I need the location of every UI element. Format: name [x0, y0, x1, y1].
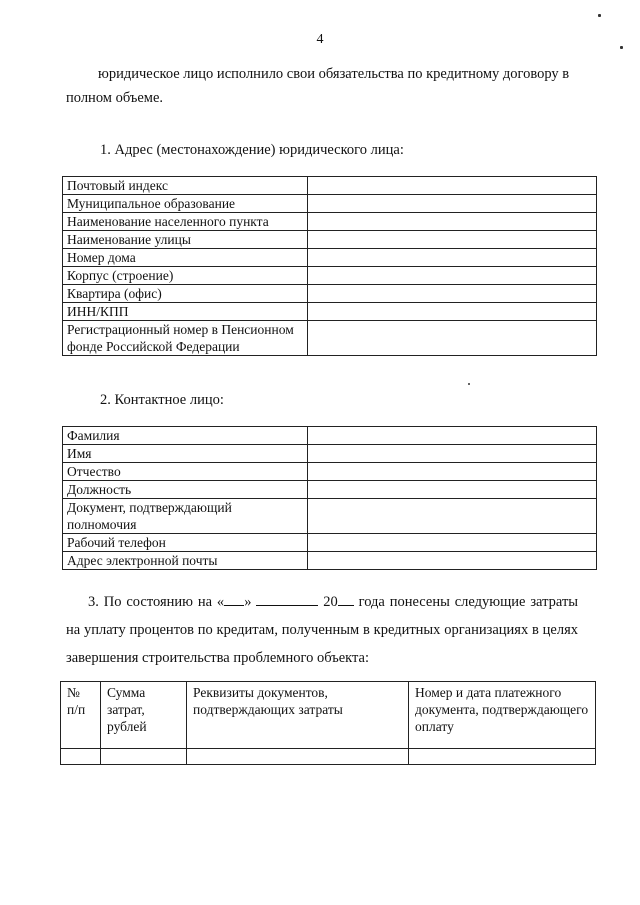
day-blank[interactable] [224, 591, 244, 606]
table-row [63, 463, 597, 481]
field-value[interactable] [308, 481, 597, 499]
field-label: Фамилия [63, 427, 308, 445]
column-header: Реквизиты документов, подтверждающих затраты [187, 682, 409, 749]
field-value[interactable] [308, 445, 597, 463]
field-label: Почтовый индекс [63, 177, 308, 195]
field-value[interactable] [308, 534, 597, 552]
table-row [63, 285, 597, 303]
year-blank[interactable] [338, 591, 354, 606]
table-row [63, 427, 597, 445]
address-table [62, 176, 597, 356]
section3-year-prefix: 20 [323, 594, 338, 610]
table-row [63, 303, 597, 321]
field-label: Отчество [63, 463, 308, 481]
field-label: Корпус (строение) [63, 267, 308, 285]
field-label: Наименование населенного пункта [63, 213, 308, 231]
table-row [63, 534, 597, 552]
field-value[interactable] [308, 231, 597, 249]
table-row [63, 249, 597, 267]
section3-text-start: 3. По состоянию на « [88, 594, 225, 610]
table-cell[interactable] [101, 749, 187, 765]
field-label: Документ, подтверждающий полномочия [63, 499, 308, 534]
field-label: Муниципальное образование [63, 195, 308, 213]
table-row [63, 213, 597, 231]
costs-table [60, 681, 596, 765]
column-header: № п/п [61, 682, 101, 749]
table-row [63, 499, 597, 534]
page-number: 4 [316, 32, 324, 47]
intro-line-1: юридическое лицо исполнило свои обязательства по кредитному договору в [98, 66, 570, 82]
table-row [61, 749, 596, 765]
field-label: Имя [63, 445, 308, 463]
field-value[interactable] [308, 249, 597, 267]
table-row [63, 445, 597, 463]
intro-line-2: полном объеме. [66, 90, 164, 106]
field-value[interactable] [308, 499, 597, 534]
field-label: Должность [63, 481, 308, 499]
table-row [63, 321, 597, 356]
scan-speck [620, 46, 623, 49]
scan-speck [598, 14, 601, 17]
section3-quote-close: » [244, 594, 252, 610]
field-value[interactable] [308, 267, 597, 285]
field-label: Регистрационный номер в Пенсионном фонде Российской Федерации [63, 321, 308, 356]
field-label: ИНН/КПП [63, 303, 308, 321]
field-value[interactable] [308, 213, 597, 231]
field-label: Наименование улицы [63, 231, 308, 249]
field-label: Номер дома [63, 249, 308, 267]
field-value[interactable] [308, 427, 597, 445]
field-label: Адрес электронной почты [63, 552, 308, 570]
table-row [63, 552, 597, 570]
field-value[interactable] [308, 285, 597, 303]
month-blank[interactable] [256, 591, 318, 606]
table-row [63, 481, 597, 499]
table-cell[interactable] [409, 749, 596, 765]
field-value[interactable] [308, 463, 597, 481]
field-label: Квартира (офис) [63, 285, 308, 303]
section3-paragraph [66, 588, 578, 672]
section1-heading: 1. Адрес (местонахождение) юридического лица: [100, 142, 404, 158]
section2-heading: 2. Контактное лицо: [100, 392, 224, 408]
table-row [63, 231, 597, 249]
scan-speck [468, 383, 470, 385]
field-value[interactable] [308, 195, 597, 213]
table-cell[interactable] [187, 749, 409, 765]
contact-table [62, 426, 597, 570]
field-value[interactable] [308, 177, 597, 195]
section3-text-rest: года понесены следующие затраты на уплату процентов по кредитам, полученным в кредитных организациях в целях завершения строительства проблемного объекта: [66, 594, 579, 666]
table-header-row [61, 682, 596, 749]
field-value[interactable] [308, 552, 597, 570]
column-header: Сумма затрат, рублей [101, 682, 187, 749]
table-row [63, 177, 597, 195]
column-header: Номер и дата платежного документа, подтверждающего оплату [409, 682, 596, 749]
table-cell[interactable] [61, 749, 101, 765]
field-label: Рабочий телефон [63, 534, 308, 552]
table-row [63, 195, 597, 213]
field-value[interactable] [308, 303, 597, 321]
table-row [63, 267, 597, 285]
field-value[interactable] [308, 321, 597, 356]
